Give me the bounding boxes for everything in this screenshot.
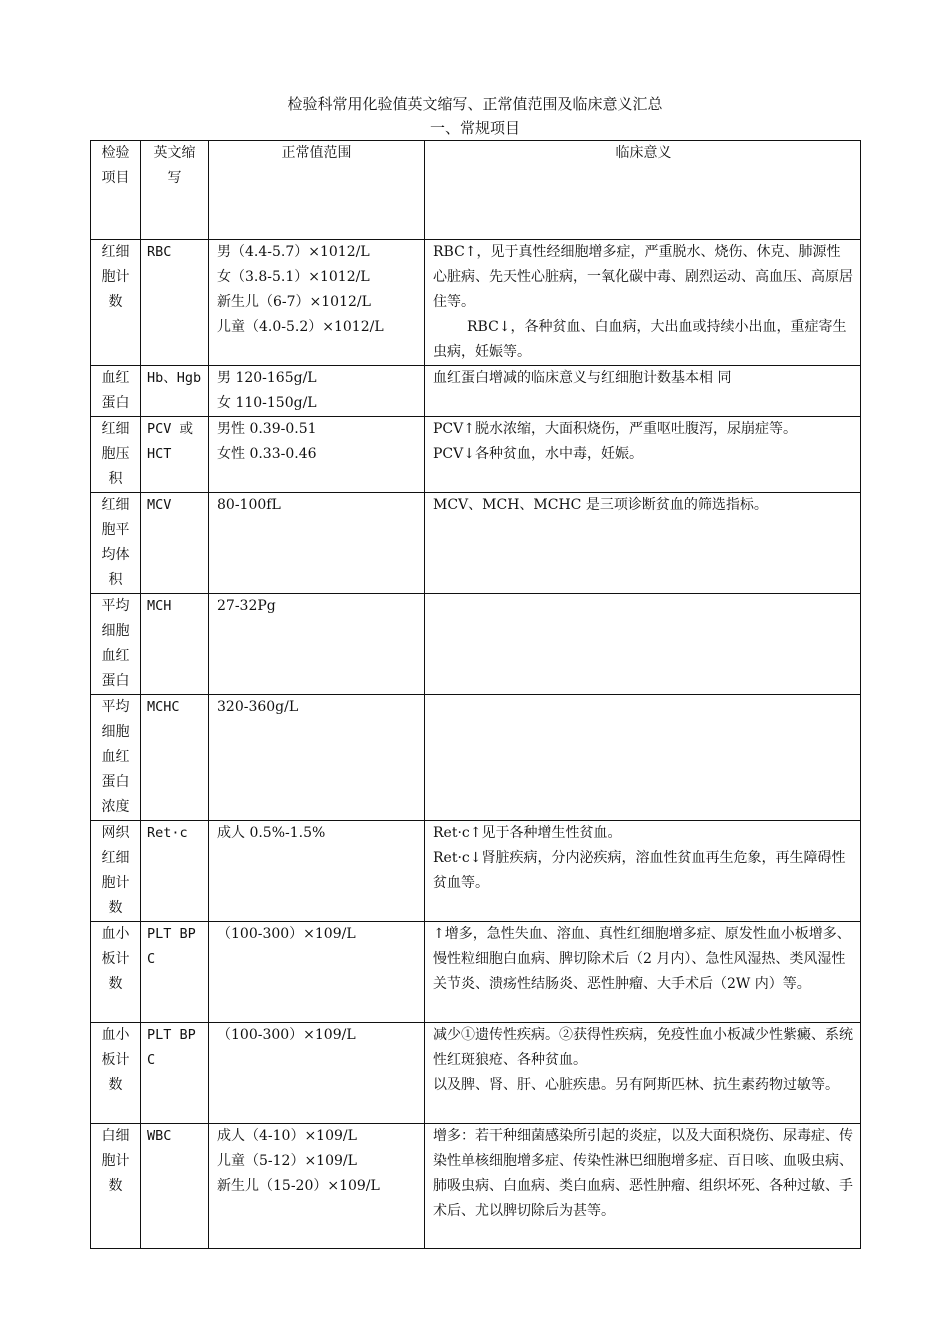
meaning-paragraph: ↑增多，急性失血、溶血、真性红细胞增多症、原发性血小板增多、慢性粒细胞白血病、脾切除术后（2 月内）、急性风湿热、类风湿性关节炎、溃疡性结肠炎、恶性肿瘤、大手术后（2W 内）等。 (433, 926, 851, 992)
range-line: 新生儿（6-7）×1012/L (217, 294, 371, 310)
table-row (91, 417, 861, 493)
cell-meaning (425, 1023, 861, 1124)
cell-range (209, 922, 425, 1023)
cell-item (91, 695, 141, 821)
item-name: 红细胞压积 (101, 421, 130, 487)
meaning-paragraph: PCV↑脱水浓缩，大面积烧伤，严重呕吐腹泻，尿崩症等。 (433, 421, 797, 437)
range-line: 男（4.4-5.7）×1012/L (217, 244, 370, 260)
table-body (91, 240, 861, 1249)
meaning-paragraph: PCV↓各种贫血，水中毒，妊娠。 (433, 446, 643, 462)
item-abbr: WBC (147, 1128, 172, 1144)
item-abbr: MCHC (147, 699, 180, 715)
range-line: 儿童（4.0-5.2）×1012/L (217, 319, 384, 335)
range-line: 新生儿（15-20）×109/L (217, 1178, 380, 1194)
table-row (91, 695, 861, 821)
cell-range (209, 594, 425, 695)
header-item-label: 检验项目 (101, 145, 130, 186)
cell-meaning (425, 240, 861, 366)
table-row (91, 366, 861, 417)
cell-meaning (425, 821, 861, 922)
cell-item (91, 821, 141, 922)
cell-item (91, 366, 141, 417)
cell-range (209, 695, 425, 821)
cell-abbr (141, 821, 209, 922)
cell-abbr (141, 695, 209, 821)
meaning-paragraph: 增多：若干种细菌感染所引起的炎症，以及大面积烧伤、尿毒症、传染性单核细胞增多症、传染性淋巴细胞增多症、百日咳、血吸虫病、肺吸虫病、白血病、类白血病、恶性肿瘤、组织坏死、各种过敏、手术后、尤以脾切除后为甚等。 (433, 1128, 853, 1219)
item-abbr: MCH (147, 598, 172, 614)
table-row (91, 821, 861, 922)
item-name: 红细胞计数 (101, 244, 130, 310)
cell-abbr (141, 493, 209, 594)
range-line: 成人（4-10）×109/L (217, 1128, 357, 1144)
cell-range (209, 1023, 425, 1124)
table-row (91, 1124, 861, 1249)
range-line: 320-360g/L (217, 699, 299, 715)
cell-abbr (141, 594, 209, 695)
meaning-paragraph: 血红蛋白增减的临床意义与红细胞计数基本相 同 (433, 370, 732, 386)
meaning-paragraph: 以及脾、肾、肝、心脏疾患。另有阿斯匹林、抗生素药物过敏等。 (433, 1077, 839, 1093)
cell-meaning (425, 1124, 861, 1249)
cell-meaning (425, 695, 861, 821)
header-meaning (425, 141, 861, 240)
table-row (91, 922, 861, 1023)
item-name: 红细胞平均体积 (101, 497, 130, 588)
item-abbr: MCV (147, 497, 172, 513)
table-header-row (91, 141, 861, 240)
cell-item (91, 417, 141, 493)
cell-range (209, 821, 425, 922)
item-name: 平均细胞血红蛋白 (101, 598, 130, 689)
cell-item (91, 240, 141, 366)
item-name: 网织红细胞计数 (101, 825, 130, 916)
table-row (91, 594, 861, 695)
cell-range (209, 366, 425, 417)
range-line: 男 120-165g/L (217, 370, 317, 386)
range-line: 儿童（5-12）×109/L (217, 1153, 357, 1169)
cell-meaning (425, 417, 861, 493)
meaning-paragraph: Ret·c↑见于各种增生性贫血。 (433, 825, 622, 841)
header-item (91, 141, 141, 240)
cell-abbr (141, 366, 209, 417)
cell-abbr (141, 922, 209, 1023)
table-row (91, 493, 861, 594)
item-abbr: Hb、Hgb (147, 370, 202, 386)
header-abbr-label: 英文缩写 (153, 145, 196, 186)
item-name: 平均细胞血红蛋白浓度 (101, 699, 130, 815)
cell-item (91, 1124, 141, 1249)
meaning-paragraph: Ret·c↓肾脏疾病，分内泌疾病，溶血性贫血再生危象，再生障碍性贫血等。 (433, 850, 846, 891)
cell-meaning (425, 922, 861, 1023)
item-abbr: PLT BPC (147, 1027, 196, 1068)
lab-values-table (90, 140, 861, 1249)
cell-abbr (141, 417, 209, 493)
item-name: 血小板计数 (101, 926, 130, 992)
cell-range (209, 493, 425, 594)
meaning-paragraph: MCV、MCH、MCHC 是三项诊断贫血的筛选指标。 (433, 497, 768, 513)
header-range-label: 正常值范围 (281, 145, 352, 161)
item-name: 血红蛋白 (101, 370, 130, 411)
meaning-paragraph: 减少①遗传性疾病。②获得性疾病，免疫性血小板减少性紫癜、系统性红斑狼疮、各种贫血。 (433, 1027, 853, 1068)
document-title: 检验科常用化验值英文缩写、正常值范围及临床意义汇总 (287, 95, 663, 113)
table-row (91, 1023, 861, 1124)
cell-range (209, 240, 425, 366)
header-meaning-label: 临床意义 (615, 145, 672, 161)
table-row (91, 240, 861, 366)
section-heading: 一、常规项目 (429, 119, 520, 137)
range-line: 27-32Pg (217, 598, 276, 614)
range-line: （100-300）×109/L (217, 926, 356, 942)
meaning-paragraph: RBC↓，各种贫血、白血病，大出血或持续小出血，重症寄生虫病，妊娠等。 (433, 319, 847, 360)
range-line: 女 110-150g/L (217, 395, 317, 411)
item-name: 血小板计数 (101, 1027, 130, 1093)
cell-meaning (425, 594, 861, 695)
range-line: 女（3.8-5.1）×1012/L (217, 269, 370, 285)
cell-meaning (425, 493, 861, 594)
range-line: 女性 0.33-0.46 (217, 446, 317, 462)
cell-item (91, 493, 141, 594)
meaning-paragraph: RBC↑，见于真性经细胞增多症，严重脱水、烧伤、休克、肺源性心脏病、先天性心脏病，一氧化碳中毒、剧烈运动、高血压、高原居住等。 (433, 244, 853, 310)
cell-range (209, 1124, 425, 1249)
item-abbr: PCV 或 HCT (147, 421, 194, 462)
range-line: 成人 0.5%-1.5% (217, 825, 326, 841)
header-abbr (141, 141, 209, 240)
cell-meaning (425, 366, 861, 417)
cell-abbr (141, 1023, 209, 1124)
header-range (209, 141, 425, 240)
range-line: （100-300）×109/L (217, 1027, 356, 1043)
item-abbr: RBC (147, 244, 172, 260)
item-abbr: Ret·c (147, 825, 188, 841)
item-abbr: PLT BPC (147, 926, 196, 967)
item-name: 白细胞计数 (101, 1128, 130, 1194)
cell-abbr (141, 1124, 209, 1249)
cell-item (91, 922, 141, 1023)
cell-item (91, 1023, 141, 1124)
cell-range (209, 417, 425, 493)
cell-abbr (141, 240, 209, 366)
range-line: 80-100fL (217, 497, 281, 513)
range-line: 男性 0.39-0.51 (217, 421, 317, 437)
cell-item (91, 594, 141, 695)
